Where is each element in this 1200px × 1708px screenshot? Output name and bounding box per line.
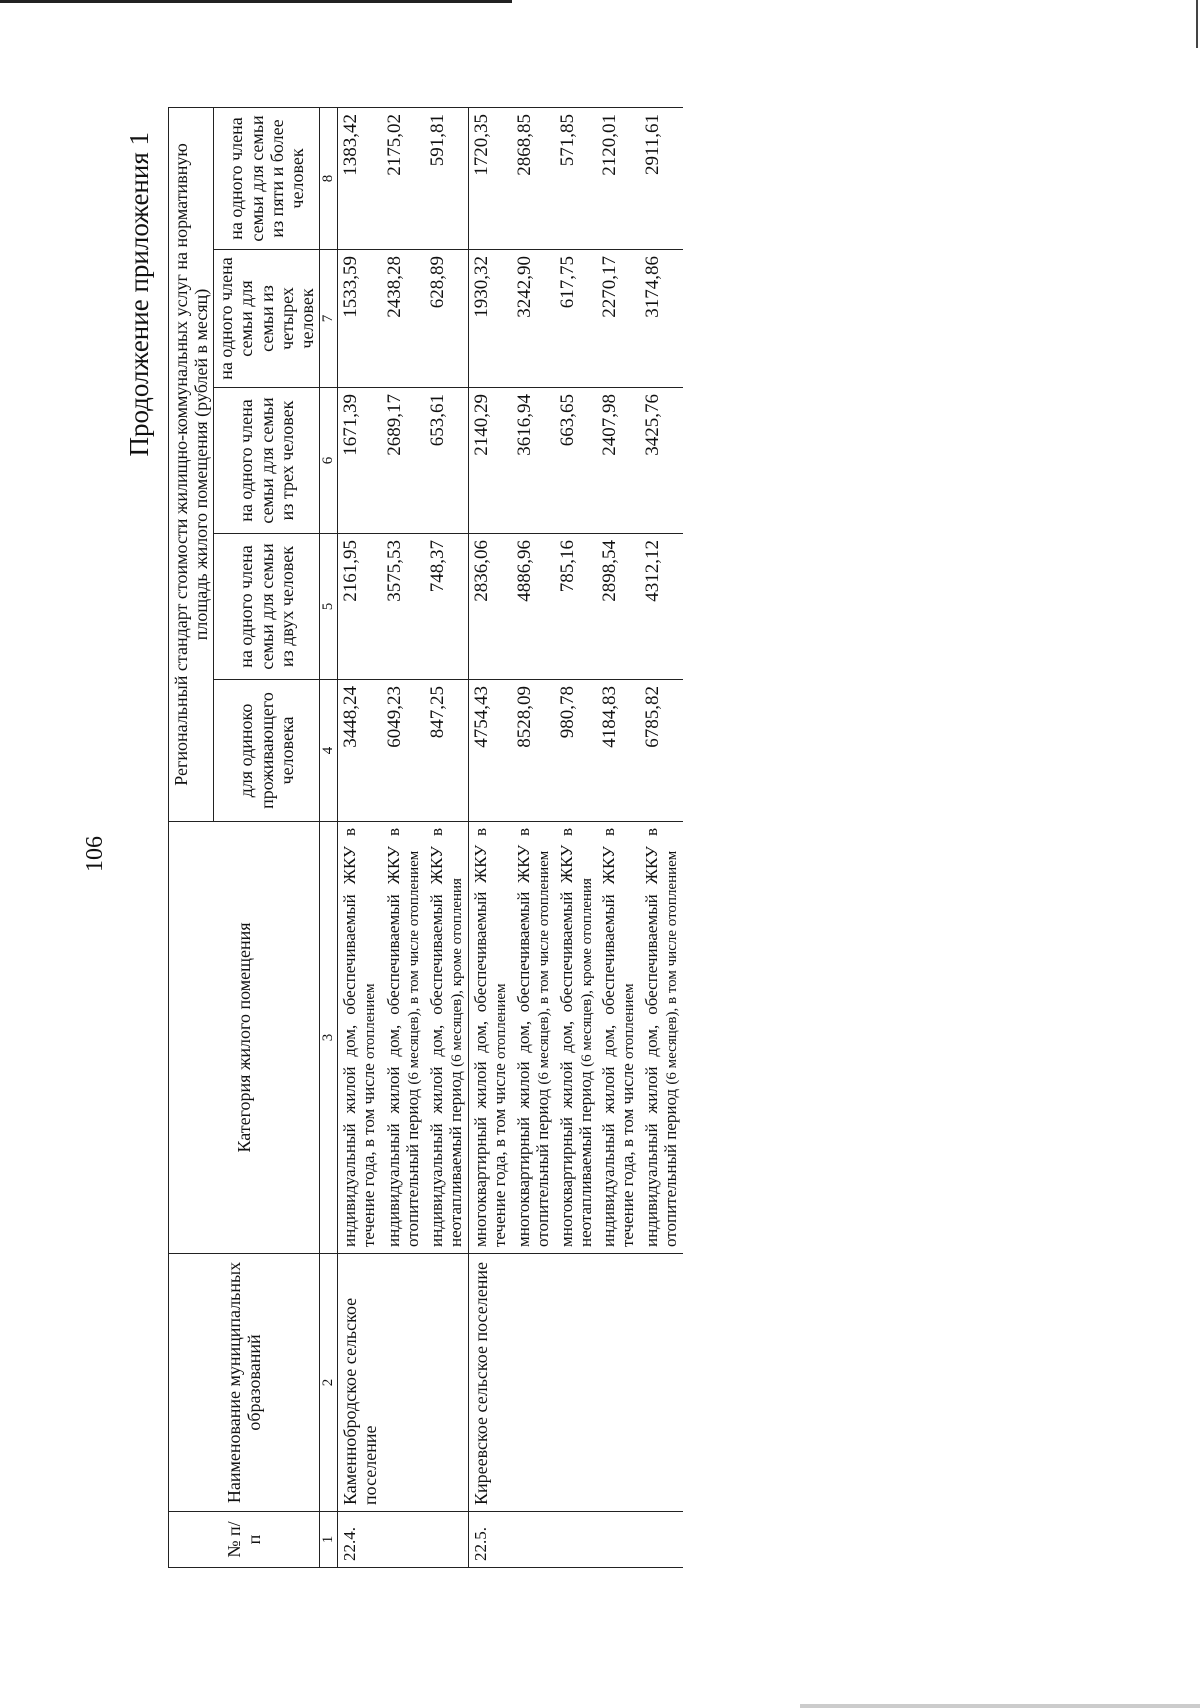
- housing-category: [337, 822, 382, 1254]
- standard-value: 3174,86: [640, 250, 683, 388]
- category-text-small: (6 месяцев), в том числе отоплением: [664, 850, 681, 1085]
- housing-category: [382, 822, 425, 1254]
- category-text: многоквартирный жилой дом, обеспечиваемый ЖКУ в течение года, в том числе: [470, 828, 509, 1247]
- standard-value: 2175,02: [382, 107, 425, 249]
- header-category: Категория жилого помещения: [169, 822, 320, 1254]
- row-number: [425, 1512, 468, 1568]
- column-number: 2: [320, 1254, 338, 1512]
- standard-value: 847,25: [425, 680, 468, 822]
- category-text: индивидуальный жилой дом, обеспечиваемый ЖКУ в отопительный период: [642, 828, 681, 1247]
- standard-value: 2868,85: [512, 107, 555, 249]
- standard-value: 4312,12: [640, 534, 683, 680]
- category-text-small: отоплением: [621, 983, 638, 1059]
- standard-value: 2407,98: [597, 388, 640, 534]
- category-text-small: отоплением: [492, 983, 509, 1059]
- row-number: [640, 1512, 683, 1568]
- municipality-name: Каменнобродское сельское поселение: [337, 1254, 382, 1512]
- category-text: многоквартирный жилой дом, обеспечиваемый ЖКУ в неотапливаемый период: [556, 828, 595, 1247]
- category-text: индивидуальный жилой дом, обеспечиваемый ЖКУ в течение года, в том числе: [339, 828, 378, 1247]
- standard-value: 8528,09: [512, 680, 555, 822]
- standard-value: 3425,76: [640, 388, 683, 534]
- standard-value: 980,78: [555, 680, 598, 822]
- standard-value: 591,81: [425, 107, 468, 249]
- row-number: [512, 1512, 555, 1568]
- header-muni: Наименование муниципальных образований: [169, 1254, 320, 1512]
- municipality-name: [512, 1254, 555, 1512]
- column-number: 5: [320, 534, 338, 680]
- category-text-small: (6 месяцев), в том числе отоплением: [406, 850, 423, 1085]
- table-row: [555, 107, 598, 1567]
- standard-value: 3242,90: [512, 250, 555, 388]
- standard-value: 2120,01: [597, 107, 640, 249]
- municipality-name: [425, 1254, 468, 1512]
- standard-value: 3616,94: [512, 388, 555, 534]
- standard-value: 2898,54: [597, 534, 640, 680]
- standard-value: 2836,06: [468, 534, 511, 680]
- municipality-name: Киреевское сельское поселение: [468, 1254, 511, 1512]
- category-text: индивидуальный жилой дом, обеспечиваемый ЖКУ в неотапливаемый период: [427, 828, 466, 1247]
- standard-value: 3448,24: [337, 680, 382, 822]
- standard-value: 571,85: [555, 107, 598, 249]
- standard-value: 6049,23: [382, 680, 425, 822]
- municipality-name: [555, 1254, 598, 1512]
- housing-category: [468, 822, 511, 1254]
- header-sub-5: на одного члена семьи для семьи из пяти и более человек: [214, 107, 320, 249]
- category-text-small: (6 месяцев), кроме отопления: [449, 878, 466, 1067]
- standard-value: 2689,17: [382, 388, 425, 534]
- column-number: 8: [320, 107, 338, 249]
- continuation-label: Продолжение приложения 1: [124, 132, 154, 457]
- standard-value: 785,16: [555, 534, 598, 680]
- header-sub-2: на одного члена семьи для семьи из двух человек: [214, 534, 320, 680]
- standard-value: 4754,43: [468, 680, 511, 822]
- table-body: [337, 107, 683, 1567]
- row-number: [382, 1512, 425, 1568]
- standard-value: 1533,59: [337, 250, 382, 388]
- housing-category: [512, 822, 555, 1254]
- standard-value: 628,89: [425, 250, 468, 388]
- standard-value: 2270,17: [597, 250, 640, 388]
- standard-value: 1720,35: [468, 107, 511, 249]
- page-number: 106: [82, 836, 108, 872]
- category-text-small: (6 месяцев), в том числе отоплением: [535, 850, 552, 1085]
- column-number: 4: [320, 680, 338, 822]
- row-number: 22.4.: [337, 1512, 382, 1568]
- column-number: 6: [320, 388, 338, 534]
- table-row: [640, 107, 683, 1567]
- row-number: [555, 1512, 598, 1568]
- row-number: 22.5.: [468, 1512, 511, 1568]
- column-number: 7: [320, 250, 338, 388]
- standard-value: 653,61: [425, 388, 468, 534]
- table-row: [382, 107, 425, 1567]
- standard-value: 2911,61: [640, 107, 683, 249]
- municipality-name: [640, 1254, 683, 1512]
- standard-value: 663,65: [555, 388, 598, 534]
- category-text-small: отоплением: [361, 983, 378, 1059]
- header-sub-1: для одиноко проживающего человека: [214, 680, 320, 822]
- table-row: [512, 107, 555, 1567]
- column-number: 3: [320, 822, 338, 1254]
- housing-category: [555, 822, 598, 1254]
- category-text: индивидуальный жилой дом, обеспечиваемый ЖКУ в отопительный период: [384, 828, 423, 1247]
- standard-value: 1383,42: [337, 107, 382, 249]
- standard-value: 1930,32: [468, 250, 511, 388]
- standard-value: 2438,28: [382, 250, 425, 388]
- category-text: многоквартирный жилой дом, обеспечиваемый ЖКУ в отопительный период: [513, 828, 552, 1247]
- header-num: № п/п: [169, 1512, 320, 1568]
- column-number: 1: [320, 1512, 338, 1568]
- header-standard-group: Региональный стандарт стоимости жилищно-коммунальных услуг на нормативную площадь жилого помещения (рублей в месяц): [169, 107, 214, 821]
- standard-value: 4886,96: [512, 534, 555, 680]
- category-text: индивидуальный жилой дом, обеспечиваемый ЖКУ в течение года, в том числе: [599, 828, 638, 1247]
- header-sub-3: на одного члена семьи для семьи из трех человек: [214, 388, 320, 534]
- standard-value: 617,75: [555, 250, 598, 388]
- header-sub-4: на одного члена семьи для семьи из четырех человек: [214, 250, 320, 388]
- municipality-name: [382, 1254, 425, 1512]
- category-text-small: (6 месяцев), кроме отопления: [578, 878, 595, 1067]
- table-row: [597, 107, 640, 1567]
- standard-value: 2140,29: [468, 388, 511, 534]
- housing-category: [425, 822, 468, 1254]
- standards-table: [168, 107, 683, 1568]
- standard-value: 2161,95: [337, 534, 382, 680]
- table-row: [337, 107, 382, 1567]
- housing-category: [597, 822, 640, 1254]
- standard-value: 4184,83: [597, 680, 640, 822]
- standard-value: 748,37: [425, 534, 468, 680]
- row-number: [597, 1512, 640, 1568]
- housing-category: [640, 822, 683, 1254]
- table-row: [468, 107, 511, 1567]
- municipality-name: [597, 1254, 640, 1512]
- standard-value: 1671,39: [337, 388, 382, 534]
- standard-value: 6785,82: [640, 680, 683, 822]
- standard-value: 3575,53: [382, 534, 425, 680]
- table-row: [425, 107, 468, 1567]
